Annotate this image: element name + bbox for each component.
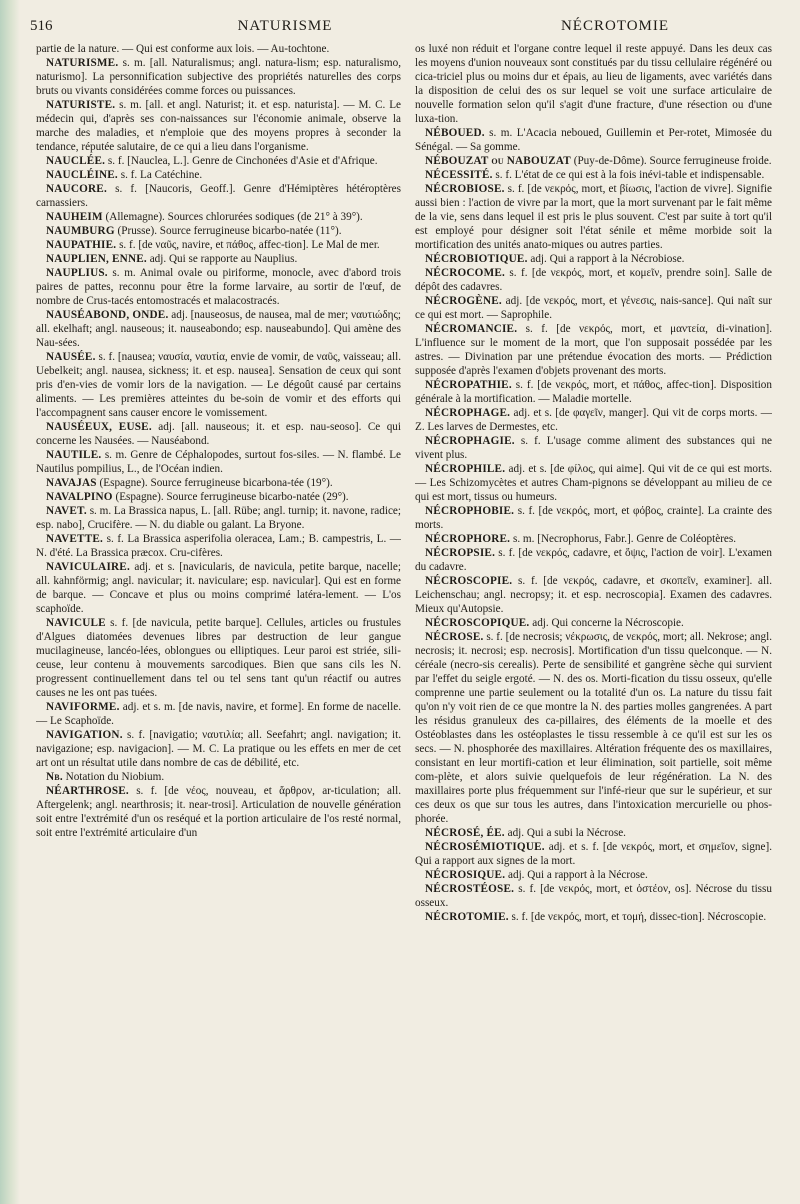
entry-text: Notation du Niobium. (62, 771, 165, 783)
entry-headword: NAUSÉE. (46, 351, 96, 363)
entry-headword: NAUPATHIE. (46, 239, 117, 251)
left-running-title: NATURISME (237, 18, 333, 34)
entry-headword: NAUMBURG (46, 225, 115, 237)
entry-text: s. m. La Brassica napus, L. [all. Rübe; angl. turnip; it. navone, radice; esp. nabo], Crucifère. — N. du diable ou galant. La Bryone. (36, 505, 401, 531)
entry-text: s. f. [Nauclea, L.]. Genre de Cinchonées d'Asie et d'Afrique. (105, 155, 378, 167)
entry-text: s. m. [Necrophorus, Fabr.]. Genre de Coléoptères. (510, 533, 737, 545)
entry-headword: NÉCROBIOTIQUE. (425, 253, 528, 265)
entry-headword: NAUSÉABOND, ONDE. (46, 309, 169, 321)
dictionary-entry (36, 700, 401, 728)
entry-headword: NAUPLIEN, ENNE. (46, 253, 147, 265)
dictionary-entry (36, 56, 401, 98)
dictionary-entry (415, 294, 772, 322)
entry-headword: NATURISTE. (46, 99, 116, 111)
dictionary-entry (415, 168, 772, 182)
dictionary-entry (36, 266, 401, 308)
entry-text: os luxé non réduit et l'organe contre lequel il reste appuyé. Dans les deux cas les moyens d'union nouveaux sont constitués par du tissu cellulaire régénéré ou cica-triciel plus ou moins dur et épais, au lieu de ligaments, avec variétés dans la disposition de celui des os sur lequel se voit une surface articulaire de nouvelle formation selon qu'il s'agit d'une fracture, d'une résection ou d'une luxa-tion. (415, 43, 772, 125)
dictionary-entry (415, 574, 772, 616)
entry-text: s. f. [de νεκρός, cadavre, et σκοπεῖν, examiner]. all. Leichenschau; angl. necropsy; it. et esp. necroscopia]. Examen des cadavres. Mieux qu'Autopsie. (415, 575, 772, 615)
entry-headword: NAVAJAS (46, 477, 97, 489)
entry-text: s. m. Genre de Céphalopodes, surtout fos-siles. — N. flambé. Le Nautilus pompilius, L., de l'Océan indien. (36, 449, 401, 475)
entry-headword: NAUCLÉE. (46, 155, 106, 167)
entry-headword: NAUPLIUS. (46, 267, 108, 279)
dictionary-entry (415, 532, 772, 546)
entry-text: s. f. L'usage comme aliment des substances qui ne vivent plus. (415, 435, 772, 461)
entry-headword: NAUCORE. (46, 183, 107, 195)
entry-headword: NÉCROGÈNE. (425, 295, 502, 307)
entry-headword: NAUHEIM (46, 211, 103, 223)
entry-headword: NÉCROBIOSE. (425, 183, 505, 195)
entry-headword: NAUCLÉINE. (46, 169, 118, 181)
entry-text: s. f. La Brassica asperifolia oleracea, Lam.; B. campestris, L. — N. d'été. La Brassica præcox. Cru-cifères. (36, 533, 401, 559)
entry-text: s. f. [de νεκρός, mort, et φόβος, crainte]. La crainte des morts. (415, 505, 772, 531)
entry-headword: NAUSÉEUX, EUSE. (46, 421, 152, 433)
dictionary-entry (415, 882, 772, 910)
dictionary-entry (36, 770, 401, 784)
dictionary-entry (36, 182, 401, 210)
entry-headword: NAVICULE (46, 617, 106, 629)
entry-headword: NÉCROPATHIE. (425, 379, 512, 391)
entry-text: s. f. [de ναῦς, navire, et πάθος, affec-tion]. Le Mal de mer. (116, 239, 380, 251)
dictionary-entry (415, 434, 772, 462)
dictionary-entry (415, 378, 772, 406)
dictionary-entry (415, 252, 772, 266)
entry-headword: NÉCROPHORE. (425, 533, 511, 545)
entry-text: (Puy-de-Dôme). Source ferrugineuse froide. (570, 155, 772, 167)
entry-text: s. m. [all. et angl. Naturist; it. et esp. naturista]. — M. C. Le médecin qui, d'après ses con-naissances sur l'économie animale, observe la marche des maladies, et n'emploie que des moyens propres à seconder la tendance, réputée salutaire, de ce qui a lieu dans l'organisme. (36, 99, 401, 153)
dictionary-entry (36, 350, 401, 420)
dictionary-entry (36, 252, 401, 266)
entry-text: s. f. [navigatio; ναυτιλία; all. Seefahrt; angl. navigation; it. navigazione; esp. navigacion]. — M. C. La pratique ou les effets en mer de cet art ont un résultat utile dans nombre de cas de débilité, etc. (36, 729, 401, 769)
entry-text: adj. Qui a rapport à la Nécrobiose. (527, 253, 685, 265)
dictionary-entry (415, 840, 772, 868)
entry-text: s. m. Animal ovale ou piriforme, monocle, avec d'abord trois paires de pattes, reconnu pour être la forme larvaire, au sortir de l'œuf, de nombre de Crus-tacés entomostracés et malacostracés. (36, 267, 401, 307)
entry-text: s. f. [Naucoris, Geoff.]. Genre d'Hémiptères hétéroptères carnassiers. (36, 183, 401, 209)
dictionary-entry (36, 532, 401, 560)
entry-headword: NAVALPINO (46, 491, 113, 503)
entry-text: s. f. [nausea; ναυσία, ναυτία, envie de vomir, de ναῦς, vaisseau; all. Uebelkeit; angl. nausea, sickness; it. et esp. nausea]. Sensation de ceux qui sont pris d'en-vies de vomir lors de la navigation. — Le dégoût causé par certains aliments. — Les premières atteintes du be-soin de vomir et des efforts qui l'accompagnent sans causer encore le vomissement. (36, 351, 401, 419)
entry-text: adj. Qui se rapporte au Nauplius. (146, 253, 298, 265)
entry-text: s. m. L'Acacia neboued, Guillemin et Per-rotet, Mimosée du Sénégal. — Sa gomme. (415, 127, 772, 153)
entry-text: s. f. [de νεκρός, mort, et τομή, dissec-tion]. Nécroscopie. (508, 911, 767, 923)
dictionary-entry (36, 154, 401, 168)
entry-headword: NAVIGATION. (46, 729, 123, 741)
entry-headword: NÉCROCOME. (425, 267, 506, 279)
dictionary-entry (36, 210, 401, 224)
entry-headword: NÉCROPHAGE. (425, 407, 511, 419)
dictionary-entry (36, 168, 401, 182)
entry-text: adj. [de νεκρός, mort, et γένεσις, nais-sance]. Qui naît sur ce qui est mort. — Saprophile. (415, 295, 772, 321)
entry-headword: NÉBOUZAT ou NABOUZAT (425, 155, 571, 167)
entry-headword: NÉCROTOMIE. (425, 911, 509, 923)
dictionary-entry (415, 126, 772, 154)
entry-text: adj. [all. nauseous; it. et esp. nau-seoso]. Ce qui concerne les Nausées. — Nauséabond. (36, 421, 401, 447)
dictionary-entry (415, 910, 772, 924)
entry-headword: NATURISME. (46, 57, 119, 69)
entry-headword: NÉCROPSIE. (425, 547, 496, 559)
entry-headword: NAVET. (46, 505, 87, 517)
left-column (36, 42, 401, 1192)
entry-text: (Allemagne). Sources chlorurées sodiques (de 21° à 39°). (102, 211, 363, 223)
dictionary-entry (415, 504, 772, 532)
entry-text: s. m. [all. Naturalismus; angl. natura-lism; esp. naturalismo, naturismo]. La personnification subjective des propriétés naturelles des corps bruts ou vivants considérées comme forces ou puissances. (36, 57, 401, 97)
entry-text: adj. et s. m. [de navis, navire, et forme]. En forme de nacelle. — Le Scaphoïde. (36, 701, 401, 727)
entry-text: adj. Qui a subi la Nécrose. (504, 827, 626, 839)
entry-text: s. f. [de νεκρός, mort, et πάθος, affec-tion]. Disposition générale à la mortification. — Maladie mortelle. (415, 379, 772, 405)
entry-headword: NAVICULAIRE. (46, 561, 130, 573)
dictionary-entry (415, 462, 772, 504)
entry-text: s. f. [de νεκρός, mort, et μαντεία, di-vination]. L'influence sur le moment de la mort, que l'on supposait possédée par les astres. — Divination par une prétendue évocation des morts. — Prédiction supposée d'après l'examen d'objets provenant des morts. (415, 323, 772, 377)
entry-headword: NÉCROPHILE. (425, 463, 506, 475)
running-header (30, 18, 770, 40)
entry-headword: NAUTILE. (46, 449, 102, 461)
dictionary-entry (415, 154, 772, 168)
dictionary-entry (415, 42, 772, 126)
entry-text: s. f. [de navicula, petite barque]. Cellules, articles ou frustules d'Algues diatomées devenues libres par destruction de leur gangue mucilagineuse, lancéo-lées, oblongues ou elliptiques. Leur paroi est striée, sili-ceuse, leur contenu à mouvements sarcodiques. Bien que sans cils les N. progressent continuellement dans tel ou tel sens tant qu'un réactif ou autres causes ne les ont pas tuées. (36, 617, 401, 699)
entry-text: adj. [nauseosus, de nausea, mal de mer; ναυτιώδης; all. ekelhaft; angl. nauseous; it. nauseabondo; esp. nauseabundo]. Qui amène des Nau-sées. (36, 309, 401, 349)
entry-text: adj. et s. [de φίλος, qui aime]. Qui vit de ce qui est morts. — Les Schizomycètes et autres Cham-pignons se développant au milieu de ce qui est mort, tissus ou humeurs. (415, 463, 772, 503)
dictionary-entry (36, 42, 401, 56)
entry-text: adj. et s. f. [de νεκρός, mort, et σημεῖον, signe]. Qui a rapport aux signes de la mort. (415, 841, 772, 867)
entry-headword: NÉARTHROSE. (46, 785, 129, 797)
entry-headword: NÉCROSTÉOSE. (425, 883, 515, 895)
dictionary-entry (36, 238, 401, 252)
dictionary-entry (415, 322, 772, 378)
entry-text: adj. et s. [navicularis, de navicula, petite barque, nacelle; all. kahnförmig; angl. navicular; it. naviculare; esp. navicular]. Qui est en forme de barque. — Concave et plus ou moins comprimé latéra-lement. — L'os scaphoïde. (36, 561, 401, 615)
dictionary-entry (36, 490, 401, 504)
entry-text: s. f. L'état de ce qui est à la fois inévi-table et indispensable. (492, 169, 765, 181)
dictionary-entry (36, 784, 401, 840)
entry-text: s. f. [de νεκρός, mort, et ὀστέον, os]. Nécrose du tissu osseux. (415, 883, 772, 909)
dictionary-entry (415, 182, 772, 252)
dictionary-entry (415, 826, 772, 840)
entry-text: s. f. [de νεκρός, mort, et βίωσις, l'action de vivre]. Signifie aussi bien : l'action de vivre par la mort, que la mort survenant par le fait même de la vie, sens dans lequel il est pris le plus souvent. C'est par suite à tort qu'il est employé pour désigner soit l'état sénile et même morbide soit la mortification des unités anato-miques ou autres parties. (415, 183, 772, 251)
dictionary-entry (36, 420, 401, 448)
entry-headword: NÉCROSÉ, ÉE. (425, 827, 505, 839)
entry-headword: NÉCROSE. (425, 631, 484, 643)
entry-text: s. f. [de νεκρός, mort, et κομεῖν, prendre soin]. Salle de dépôt des cadavres. (415, 267, 772, 293)
entry-text: adj. Qui concerne la Nécroscopie. (529, 617, 684, 629)
entry-headword: NÉCROPHAGIE. (425, 435, 515, 447)
entry-headword: NÉCROSCOPIQUE. (425, 617, 530, 629)
dictionary-entry (36, 224, 401, 238)
entry-headword: NÉCROSIQUE. (425, 869, 506, 881)
dictionary-entry (36, 448, 401, 476)
entry-text: adj. et s. [de φαγεῖν, manger]. Qui vit de corps morts. — Z. Les larves de Dermestes, etc. (415, 407, 772, 433)
right-column (415, 42, 772, 1192)
entry-text: s. f. La Catéchine. (117, 169, 203, 181)
dictionary-entry (415, 406, 772, 434)
entry-headword: NAVETTE. (46, 533, 104, 545)
entry-text: s. f. [de necrosis; νέκρωσις, de νεκρός, mort; all. Nekrose; angl. necrosis; it. necrosi; esp. necrosis]. Mortification d'un tissu quelconque. — N. céréale (necro-sis cerealis). Perte de sensibilité et gangrène sèche qui survient par l'effet du seigle ergoté. — N. des os. Morti-fication du tissu osseux, qu'elle comprenne une partie seulement ou la totalité d'un os. La nature du tissu fait qu'on n'y voit rien de ce que montre la N. des parties molles gangrenées. A part les résidus granuleux des ca-pillaires, des éléments de la moelle et des Ostéoblastes dans les ostéoplastes le tissu ressemble à ce qu'il est sur les os secs. — N. phosphorée des maxillaires. Altération fréquente des os maxillaires, consistant en leur mortifi-cation et leur élimination, soit partielle, soit même com-plète, et alors suivie quelquefois de leur régénération. La N. des maxillaires porte plus fréquemment sur l'infé-rieur que sur le supérieur, et sur ces deux os que sur tous les autres, dans l'intoxication mercurielle ou phos-phorée. (415, 631, 772, 825)
entry-headword: NÉCROPHOBIE. (425, 505, 515, 517)
entry-text: (Espagne). Source ferrugineuse bicarbona-tée (19°). (96, 477, 333, 489)
entry-text: s. f. [de νεκρός, cadavre, et ὄψις, l'action de voir]. L'examen du cadavre. (415, 547, 772, 573)
dictionary-entry (415, 868, 772, 882)
dictionary-entry (36, 98, 401, 154)
right-running-title: NÉCROTOMIE (560, 18, 670, 34)
dictionary-entry (36, 308, 401, 350)
dictionary-entry (36, 504, 401, 532)
dictionary-entry (415, 546, 772, 574)
entry-text: (Prusse). Source ferrugineuse bicarbo-natée (11°). (114, 225, 342, 237)
entry-text: s. f. [de νέος, nouveau, et ἄρθρον, ar-ticulation; all. Aftergelenk; angl. nearthrosis; it. near-trosi]. Articulation de nouvelle génération soit entre l'extrémité d'un os reséqué et la portion articulaire de l'os resté normal, soit entre l'extrémité articulaire d'un (36, 785, 401, 839)
entry-headword: NÉCROSCOPIE. (425, 575, 513, 587)
page-number: 516 (30, 18, 53, 34)
entry-headword: NÉCROSÉMIOTIQUE. (425, 841, 545, 853)
dictionary-entry (415, 616, 772, 630)
entry-text: partie de la nature. — Qui est conforme aux lois. — Au-tochtone. (36, 43, 330, 55)
dictionary-entry (415, 630, 772, 826)
entry-text: adj. Qui a rapport à la Nécrose. (505, 869, 648, 881)
entry-headword: NÉBOUED. (425, 127, 485, 139)
dictionary-entry (36, 616, 401, 700)
entry-headword: NAVIFORME. (46, 701, 120, 713)
dictionary-entry (36, 476, 401, 490)
entry-headword: NÉCROMANCIE. (425, 323, 518, 335)
dictionary-entry (415, 266, 772, 294)
entry-text: (Espagne). Source ferrugineuse bicarbo-natée (29°). (112, 491, 349, 503)
page-edge-stain (0, 0, 20, 1204)
dictionary-entry (36, 560, 401, 616)
dictionary-entry (36, 728, 401, 770)
entry-headword: NÉCESSITÉ. (425, 169, 493, 181)
entry-headword: Nb. (46, 771, 63, 783)
